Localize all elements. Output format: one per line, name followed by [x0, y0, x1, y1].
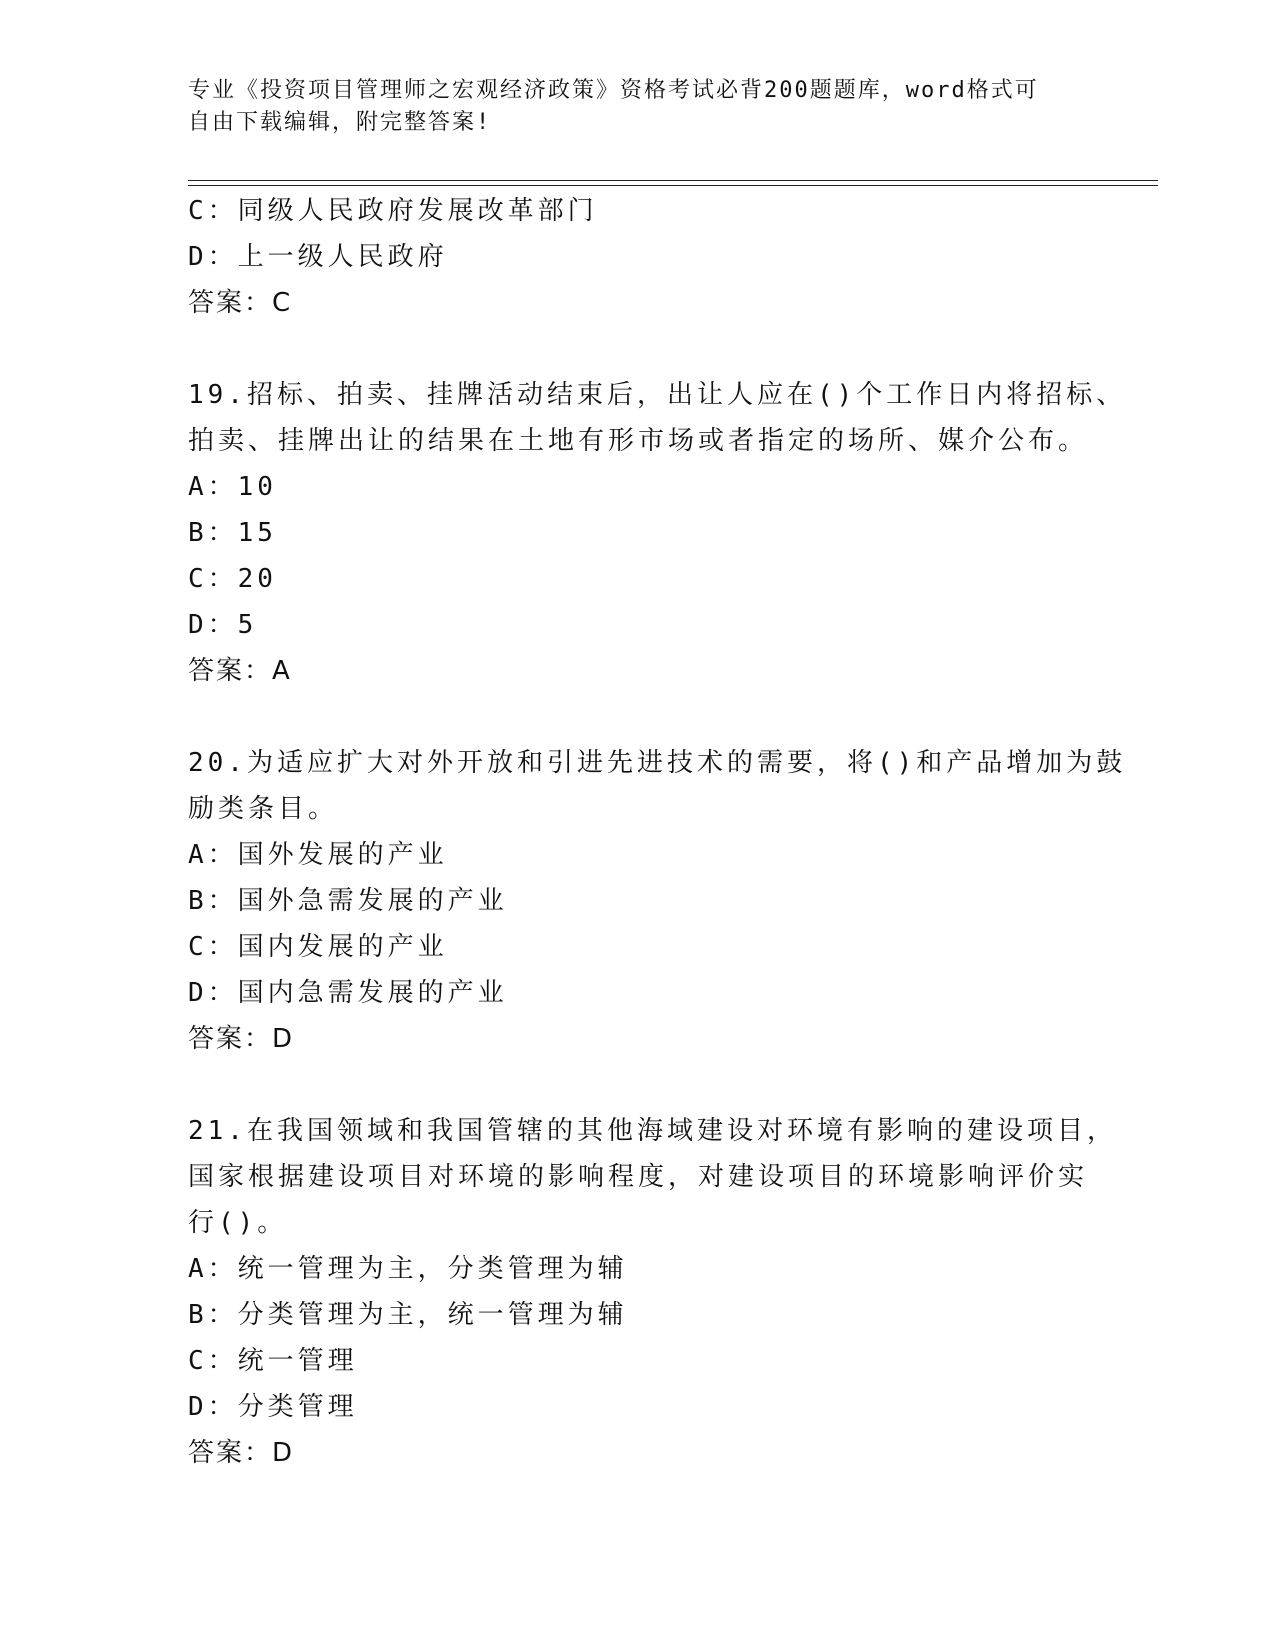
option-b: B：国外急需发展的产业 — [188, 886, 508, 916]
question-list — [188, 188, 1127, 1476]
question-20 — [188, 740, 1127, 1062]
question-stem-line: 21.在我国领域和我国管辖的其他海域建设对环境有影响的建设项目， — [188, 1116, 1117, 1146]
question-stem-line: 励类条目。 — [188, 794, 339, 824]
option-c: C：同级人民政府发展改革部门 — [188, 196, 598, 226]
question-stem-line: 拍卖、挂牌出让的结果在土地有形市场或者指定的场所、媒介公布。 — [188, 426, 1089, 456]
option-d: D：国内急需发展的产业 — [188, 978, 508, 1008]
spacer — [188, 694, 1078, 740]
spacer — [188, 1062, 1078, 1108]
option-d: D：5 — [188, 610, 258, 640]
spacer — [188, 326, 1078, 372]
option-a: A：国外发展的产业 — [188, 840, 448, 870]
partial-question — [188, 188, 1078, 326]
answer-line: 答案：C — [188, 288, 293, 318]
option-b: B：分类管理为主，统一管理为辅 — [188, 1300, 628, 1330]
question-stem-line: 19.招标、拍卖、挂牌活动结束后，出让人应在()个工作日内将招标、 — [188, 380, 1127, 410]
question-21 — [188, 1108, 1117, 1476]
answer-line: 答案：D — [188, 1438, 295, 1468]
question-stem-line: 行()。 — [188, 1208, 288, 1238]
option-c: C：统一管理 — [188, 1346, 358, 1376]
answer-line: 答案：D — [188, 1024, 295, 1054]
question-stem-line: 20.为适应扩大对外开放和引进先进技术的需要，将()和产品增加为鼓 — [188, 748, 1127, 778]
document-header — [188, 75, 1068, 139]
option-a: A：统一管理为主，分类管理为辅 — [188, 1254, 628, 1284]
header-divider — [188, 180, 1158, 186]
header-line-1: 专业《投资项目管理师之宏观经济政策》资格考试必背200题题库，word格式可 — [188, 78, 1039, 103]
question-stem-line: 国家根据建设项目对环境的影响程度，对建设项目的环境影响评价实 — [188, 1162, 1089, 1192]
option-b: B：15 — [188, 518, 277, 548]
answer-line: 答案：A — [188, 656, 292, 686]
option-d: D：分类管理 — [188, 1392, 358, 1422]
question-19 — [188, 372, 1127, 694]
option-c: C：国内发展的产业 — [188, 932, 448, 962]
option-c: C：20 — [188, 564, 277, 594]
option-d: D：上一级人民政府 — [188, 242, 448, 272]
option-a: A：10 — [188, 472, 277, 502]
header-line-2: 自由下载编辑，附完整答案! — [188, 110, 492, 135]
